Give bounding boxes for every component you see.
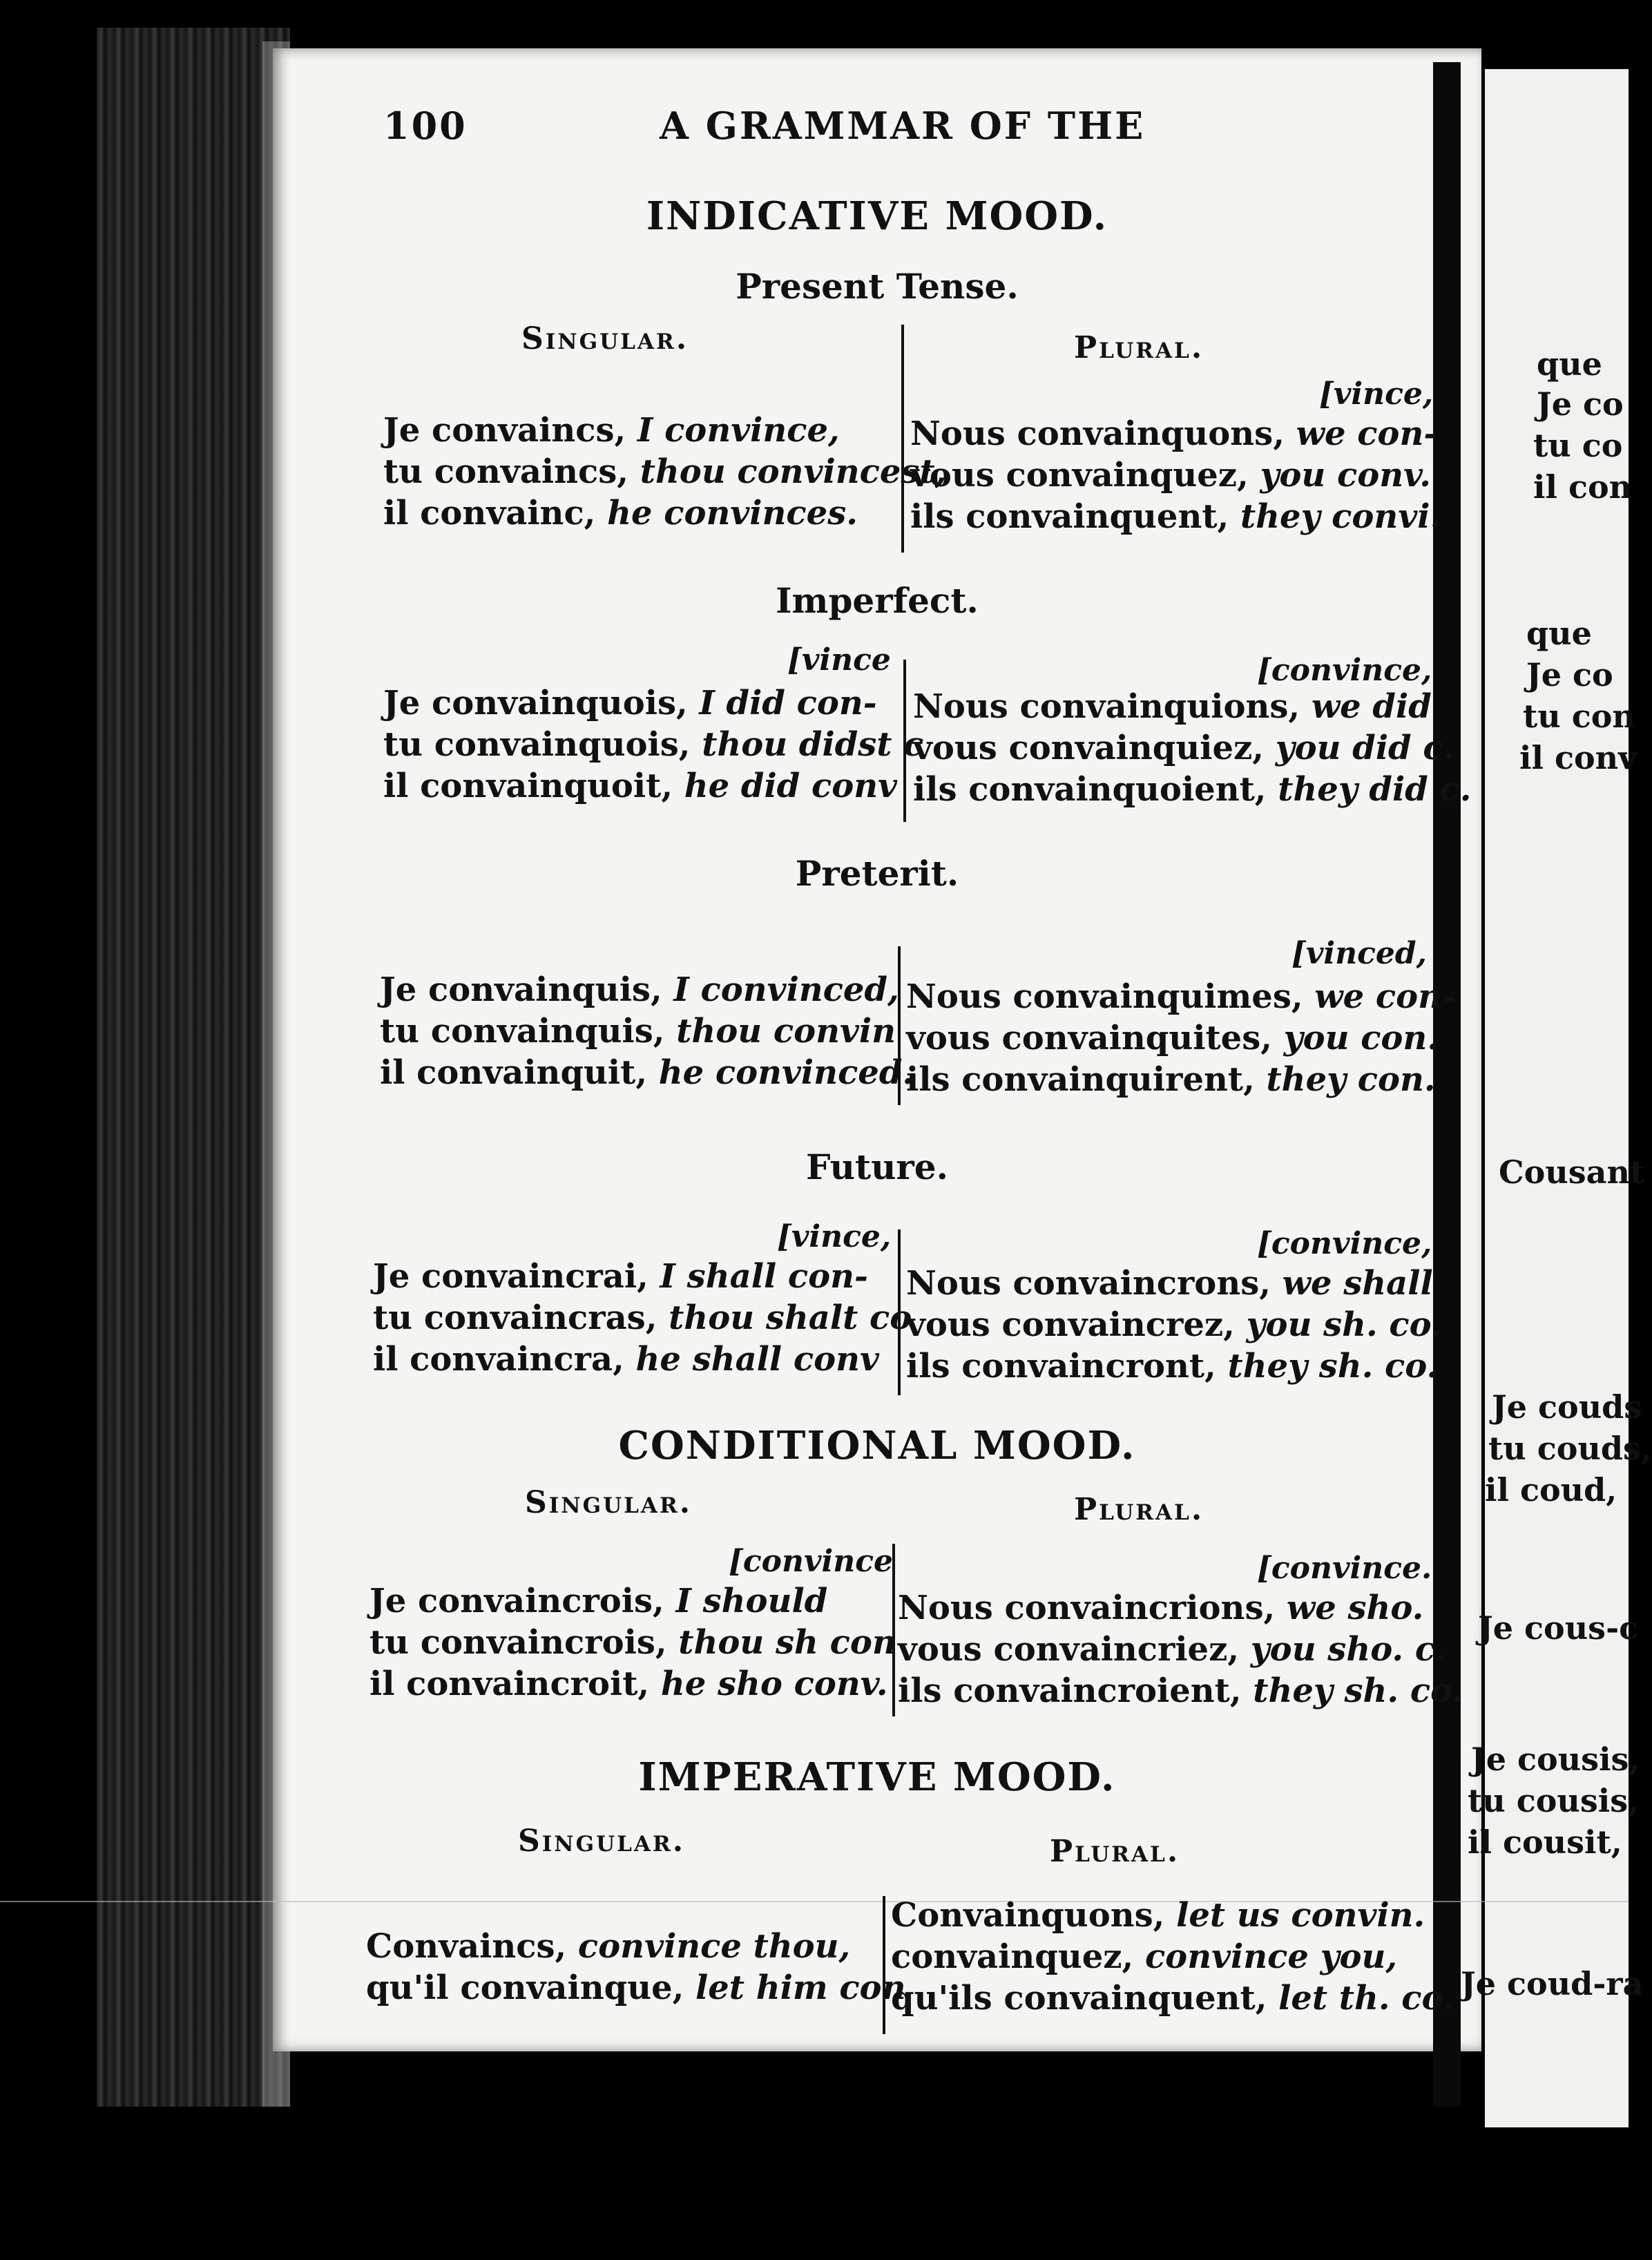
verb-line: tu convaincrois, thou sh con <box>369 1623 896 1662</box>
page-gutter <box>1433 62 1461 2107</box>
verb-line: vous convainquez, you conv. <box>910 456 1431 495</box>
singular-heading: Singular. <box>521 321 689 356</box>
verb-line: vous convaincrez, you sh. co. <box>906 1305 1443 1344</box>
right-page-line: Cousant <box>1499 1153 1645 1191</box>
verb-line: Je convainquois, I did con- <box>383 684 877 722</box>
right-page-line: Je co <box>1537 385 1624 423</box>
right-page-line: tu con <box>1523 698 1635 735</box>
verb-line: vous convainquites, you con. <box>906 1019 1439 1057</box>
verb-line: il convaincroit, he sho conv. <box>369 1665 888 1703</box>
preterit-title: Preterit. <box>795 853 959 894</box>
verb-line: Je convaincs, I convince, <box>383 411 840 450</box>
verb-line: convainquez, convince you, <box>891 1937 1398 1976</box>
conditional-title: CONDITIONAL MOOD. <box>618 1423 1136 1468</box>
bracket-note: [convince. <box>1257 1551 1432 1586</box>
verb-line: qu'il convainque, let him con <box>366 1969 906 2007</box>
bracket-note: [convince, <box>1257 653 1432 688</box>
verb-line: vous convainquiez, you did c. <box>913 729 1455 767</box>
verb-line: Nous convainquons, we con- <box>910 414 1438 453</box>
right-page-line: tu couds, <box>1488 1430 1652 1467</box>
right-page-line: que <box>1537 345 1602 383</box>
verb-line: Nous convainquimes, we con- <box>906 977 1456 1016</box>
right-page-line: que <box>1526 615 1592 652</box>
bracket-note: [vince <box>787 642 891 678</box>
running-title: A GRAMMAR OF THE <box>660 104 1146 148</box>
right-page-line: Je co <box>1526 656 1613 693</box>
verb-line: tu convainquois, thou didst c <box>383 725 924 764</box>
plural-heading: Plural. <box>1074 1492 1204 1527</box>
bracket-note: [convince, <box>1257 1226 1432 1261</box>
right-page-line: Je cous-c <box>1478 1609 1639 1647</box>
column-divider <box>883 1896 885 2034</box>
verb-line: Nous convaincrions, we sho. <box>898 1589 1424 1627</box>
page-number: 100 <box>383 104 468 148</box>
right-page-line: tu cousis, <box>1468 1782 1640 1819</box>
right-page-line: il con <box>1533 468 1633 506</box>
imperative-title: IMPERATIVE MOOD. <box>638 1754 1116 1800</box>
verb-line: Je convaincrois, I should <box>369 1582 828 1620</box>
verb-line: Convaincs, convince thou, <box>366 1927 851 1966</box>
verb-line: ils convaincroient, they sh. co. <box>898 1672 1463 1710</box>
verb-line: ils convainquent, they convi. <box>910 497 1442 536</box>
book-spine <box>97 28 290 2107</box>
verb-line: Nous convaincrons, we shall <box>906 1264 1433 1303</box>
verb-line: ils convaincront, they sh. co. <box>906 1347 1439 1386</box>
right-page-line: il conv <box>1519 739 1637 776</box>
verb-line: tu convainquis, thou convin <box>380 1012 896 1051</box>
singular-heading: Singular. <box>525 1485 693 1520</box>
right-page-line: tu co <box>1533 427 1623 464</box>
plural-heading: Plural. <box>1074 330 1204 365</box>
column-divider <box>901 325 904 553</box>
verb-line: ils convainquirent, they con. <box>906 1060 1436 1099</box>
verb-line: Convainquons, let us convin. <box>891 1896 1425 1935</box>
bracket-note: [vince, <box>777 1219 892 1254</box>
verb-line: il convainc, he convinces. <box>383 494 858 533</box>
bracket-note: [vince, <box>1319 376 1434 412</box>
verb-line: Nous convainquions, we did <box>913 687 1432 726</box>
verb-line: qu'ils convainquent, let th. co. <box>891 1979 1455 2018</box>
verb-line: il convainquoit, he did conv <box>383 767 898 805</box>
plural-heading: Plural. <box>1050 1834 1180 1869</box>
indicative-title: INDICATIVE MOOD. <box>646 193 1108 239</box>
verb-line: Je convainquis, I convinced, <box>380 970 899 1009</box>
bracket-note: [vinced, <box>1291 936 1427 971</box>
future-title: Future. <box>806 1147 948 1187</box>
right-page-line: Je couds <box>1492 1388 1642 1426</box>
singular-heading: Singular. <box>518 1823 686 1859</box>
imperfect-title: Imperfect. <box>776 580 979 621</box>
right-page-line: il cousit, <box>1468 1823 1622 1861</box>
right-page-line: il coud, <box>1485 1471 1617 1509</box>
verb-line: il convaincra, he shall conv <box>373 1340 879 1379</box>
verb-line: vous convaincriez, you sho. c. <box>898 1630 1447 1669</box>
right-page-line: Je cousis, <box>1471 1741 1640 1778</box>
present-tense-title: Present Tense. <box>736 266 1019 307</box>
verb-line: ils convainquoient, they did c. <box>913 770 1472 809</box>
verb-line: tu convaincras, thou shalt co <box>373 1299 912 1337</box>
verb-line: il convainquit, he convinced. <box>380 1053 914 1092</box>
bracket-note: [convince <box>729 1544 894 1579</box>
verb-line: tu convaincs, thou convincest, <box>383 452 947 491</box>
verb-line: Je convaincrai, I shall con- <box>373 1257 868 1296</box>
right-page-line: Je coud-ra <box>1461 1965 1644 2002</box>
